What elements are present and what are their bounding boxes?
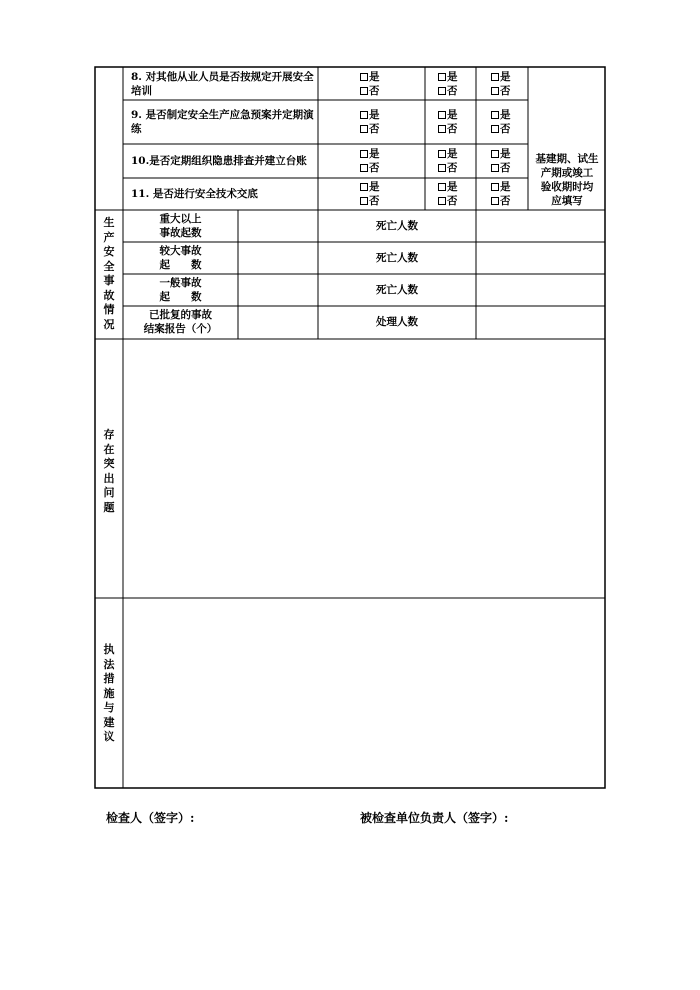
accident-section-label: 生产安全事故情况 [103,216,115,331]
checkbox-icon[interactable] [438,87,446,95]
option-yes[interactable]: 是 [491,70,511,84]
checkbox-icon[interactable] [360,150,368,158]
checkbox-icon[interactable] [360,111,368,119]
option-yes[interactable]: 是 [360,108,380,122]
checklist-item-10-text: 10.是否定期组织隐患排查并建立台账 [131,155,307,167]
accident-field-label: 处理人数 [376,316,418,328]
option-yes[interactable]: 是 [438,70,458,84]
option-no[interactable]: 否 [360,122,380,136]
remark-line-4: 应填写 [551,195,583,207]
checkbox-icon[interactable] [360,164,368,172]
option-yes[interactable]: 是 [360,70,380,84]
accident-row-label: 较大事故 [159,245,202,257]
option-yes[interactable]: 是 [491,147,511,161]
unit-head-signature-label: 被检查单位负责人（签字）: [360,811,509,825]
option-no[interactable]: 否 [438,84,458,98]
checkbox-icon[interactable] [491,111,499,119]
checkbox-icon[interactable] [491,183,499,191]
checklist-item-9-text: 9. 是否制定安全生产应急预案并定期演 [131,109,314,121]
accident-row-label: 事故起数 [159,227,202,239]
option-yes[interactable]: 是 [360,147,380,161]
checkbox-icon[interactable] [491,164,499,172]
accident-row-label: 重大以上 [159,213,202,225]
option-no[interactable]: 否 [360,161,380,175]
option-no[interactable]: 否 [438,122,458,136]
accident-row-label: 已批复的事故 [149,309,212,321]
checkbox-icon[interactable] [438,197,446,205]
option-no[interactable]: 否 [360,84,380,98]
problems-section-label: 存在突出问题 [103,428,115,514]
checkbox-icon[interactable] [360,87,368,95]
option-no[interactable]: 否 [491,194,511,208]
option-yes[interactable]: 是 [491,108,511,122]
option-yes[interactable]: 是 [491,180,511,194]
measures-section-label: 执法措施与建议 [103,643,115,743]
checkbox-icon[interactable] [360,197,368,205]
option-no[interactable]: 否 [438,194,458,208]
option-no[interactable]: 否 [491,84,511,98]
option-yes[interactable]: 是 [438,147,458,161]
option-no[interactable]: 否 [491,122,511,136]
accident-row-label: 结案报告（个） [143,323,218,335]
remark-line-2: 产期或竣工 [540,167,594,179]
remark-line-1: 基建期、试生 [535,153,599,165]
option-no[interactable]: 否 [438,161,458,175]
option-no[interactable]: 否 [491,161,511,175]
checkbox-icon[interactable] [438,125,446,133]
checkbox-icon[interactable] [360,125,368,133]
checkbox-icon[interactable] [438,150,446,158]
inspector-signature-label: 检查人（签字）: [106,811,195,825]
checkbox-icon[interactable] [491,150,499,158]
accident-row-label: 起 数 [159,291,202,303]
checkbox-icon[interactable] [360,73,368,81]
checkbox-icon[interactable] [491,73,499,81]
option-yes[interactable]: 是 [438,108,458,122]
checkbox-icon[interactable] [491,87,499,95]
option-yes[interactable]: 是 [438,180,458,194]
option-no[interactable]: 否 [360,194,380,208]
checkbox-icon[interactable] [491,197,499,205]
accident-field-label: 死亡人数 [376,252,418,264]
checklist-item-11-text: 11. 是否进行安全技术交底 [131,188,258,200]
accident-row-label: 起 数 [159,259,202,271]
checkbox-icon[interactable] [360,183,368,191]
remark-line-3: 验收期时均 [540,181,594,193]
accident-row-label: 一般事故 [159,277,202,289]
accident-field-label: 死亡人数 [376,220,418,232]
checkbox-icon[interactable] [438,164,446,172]
checklist-item-8-text-cont: 培训 [131,85,152,97]
checkbox-icon[interactable] [491,125,499,133]
accident-field-label: 死亡人数 [376,284,418,296]
checklist-item-8-text: 8. 对其他从业人员是否按规定开展安全 [131,71,314,83]
option-yes[interactable]: 是 [360,180,380,194]
checkbox-icon[interactable] [438,73,446,81]
checkbox-icon[interactable] [438,183,446,191]
checkbox-icon[interactable] [438,111,446,119]
checklist-item-9-text-cont: 练 [131,123,142,135]
